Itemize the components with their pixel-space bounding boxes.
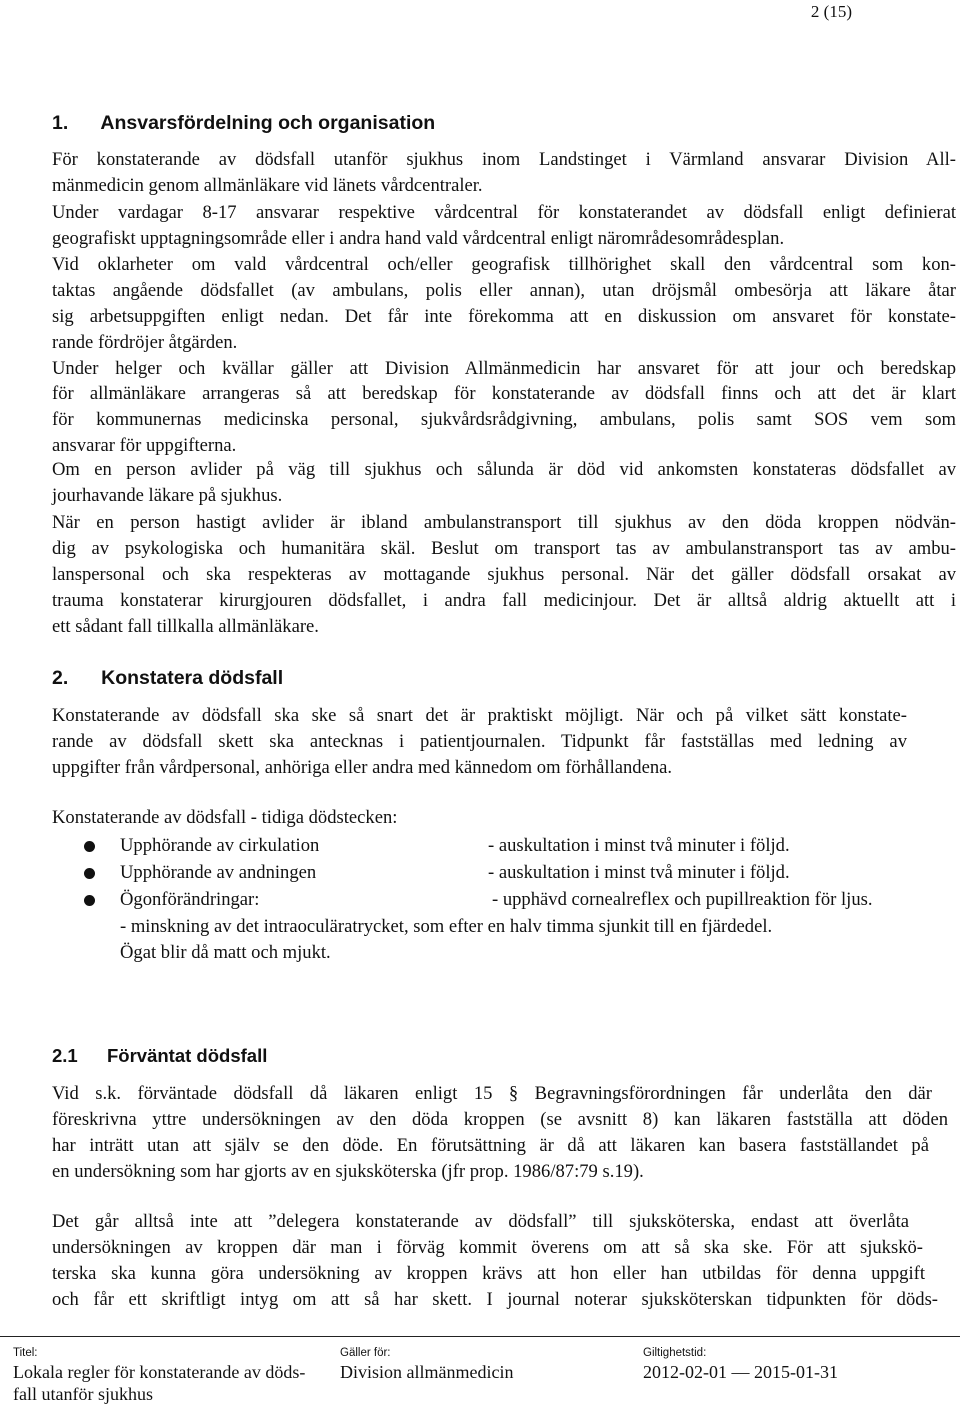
text-line: Vid s.k. förväntade dödsfall då läkaren enligt 15 § Begravningsförordningen får underlåta den där <box>52 1083 932 1104</box>
text-line: Konstaterande av dödsfall ska ske så snart det är praktiskt möjligt. När och på vilket sätt konstate- <box>52 705 907 726</box>
text-line: föreskrivna yttre undersökningen av den döda kroppen (se avsnitt 8) kan läkaren fastställa att döden <box>52 1109 948 1130</box>
footer-applies-value: Division allmänmedicin <box>340 1362 514 1382</box>
footer-divider <box>0 1336 960 1337</box>
text-line: trauma konstaterar kirurgjouren dödsfallet, i andra fall medicinjour. Det är alltså aldrig aktuellt att i <box>52 590 956 611</box>
section-2-title: Konstatera dödsfall <box>101 667 284 689</box>
sign-label: Upphörande av andningen <box>120 862 317 883</box>
text-line: Ögat blir då matt och mjukt. <box>120 942 331 963</box>
text-line: uppgifter från vårdpersonal, anhöriga eller andra med kännedom om förhållandena. <box>52 757 673 778</box>
text-line: taktas angående dödsfallet (av ambulans, polis eller annan), utan dröjsmål ombesörja att läkare åtar <box>52 280 956 301</box>
bullet-icon <box>84 841 95 852</box>
section-1-number: 1. <box>52 112 69 134</box>
sign-label: Upphörande av cirkulation <box>120 835 320 856</box>
text-line: Vid oklarheter om vald vårdcentral och/eller geografisk tillhörighet skall den vårdcentral som kon- <box>52 254 956 275</box>
bullet-icon <box>84 895 95 906</box>
text-line: har inträtt utan att själv se den döde. En förutsättning är då att läkaren kan basera fastställandet på <box>52 1135 929 1156</box>
text-line: När en person hastigt avlider är ibland ambulanstransport till sjukhus av den döda kroppen nödvän- <box>52 512 956 533</box>
text-line: lanspersonal och ska respekteras av mottagande sjukhus personal. När det gäller dödsfall orsakat av <box>52 564 956 585</box>
footer-title-label: Titel: <box>13 1347 38 1359</box>
section-2-1-heading <box>52 1044 267 1068</box>
bullet-icon <box>84 868 95 879</box>
section-1-title: Ansvarsfördelning och organisation <box>100 112 436 134</box>
section-2-1-number: 2.1 <box>52 1045 78 1066</box>
sign-label: Ögonförändringar: <box>120 889 260 910</box>
section-2-1-title: Förväntat dödsfall <box>107 1045 268 1066</box>
section-2-heading <box>52 666 283 690</box>
text-line: jourhavande läkare på sjukhus. <box>52 485 283 506</box>
text-line: ansvarar för uppgifterna. <box>52 435 237 456</box>
text-line: rande fördröjer åtgärden. <box>52 332 238 353</box>
text-line: sig arbetsuppgiften enligt nedan. Det får inte förekomma att en diskussion om ansvaret för konstate- <box>52 306 956 327</box>
text-line: undersökningen av kroppen där man i förväg kommit överens om att så ska ske. För att sjukskö- <box>52 1237 923 1258</box>
text-line: och får ett skriftligt intyg om att så har skett. I journal noterar sjuksköterskan tidpunkten för döds- <box>52 1289 938 1310</box>
footer-applies-label: Gäller för: <box>340 1347 391 1359</box>
text-line: För konstaterande av dödsfall utanför sjukhus inom Landstinget i Värmland ansvarar Division All- <box>52 149 956 170</box>
text-line: rande av dödsfall skett ska antecknas i patientjournalen. Tidpunkt får fastställas med ledning av <box>52 731 907 752</box>
text-line: Det går alltså inte att ”delegera konstaterande av dödsfall” till sjuksköterska, endast att överlåta <box>52 1211 909 1232</box>
section-1-heading <box>52 111 435 135</box>
sign-value: - upphävd cornealreflex och pupillreaktion för ljus. <box>492 889 873 910</box>
text-line: geografiskt upptagningsområde eller i andra hand vald vårdcentral enligt närområdesområdesplan. <box>52 228 785 249</box>
text-line: Under vardagar 8-17 ansvarar respektive vårdcentral för konstaterandet av dödsfall enligt definierat <box>52 202 956 223</box>
text-line: Under helger och kvällar gäller att Division Allmänmedicin har ansvaret för att jour och beredskap <box>52 358 956 379</box>
page-number: 2 (15) <box>810 2 852 21</box>
text-line: för allmänläkare arrangeras så att beredskap för konstaterande av dödsfall finns och att det är klart <box>52 383 956 404</box>
footer-validity-label: Giltighetstid: <box>643 1347 707 1359</box>
section-2-number: 2. <box>52 667 69 689</box>
sign-value: - auskultation i minst två minuter i följd. <box>488 862 790 883</box>
sign-value: - auskultation i minst två minuter i följd. <box>488 835 790 856</box>
footer-title-value: Lokala regler för konstaterande av döds- <box>13 1362 306 1382</box>
text-line: terska ska kunna göra undersökning av kroppen krävs att hon eller han utbildas för denna uppgift <box>52 1263 925 1284</box>
text-line: ett sådant fall tillkalla allmänläkare. <box>52 616 319 637</box>
footer-title-value: fall utanför sjukhus <box>13 1384 153 1404</box>
text-line: Om en person avlider på väg till sjukhus och sålunda är död vid ankomsten konstateras dödsfallet av <box>52 459 956 480</box>
text-line: dig av psykologiska och humanitära skäl. Beslut om transport tas av ambulanstransport tas av ambu- <box>52 538 956 559</box>
text-line: för kommunernas medicinska personal, sjukvårdsrådgivning, ambulans, polis samt SOS vem som <box>52 409 956 430</box>
text-line: - minskning av det intraoculäratrycket, som efter en halv timma sjunkit till en fjärdedel. <box>120 916 773 937</box>
footer-validity-value: 2012-02-01 — 2015-01-31 <box>643 1362 838 1382</box>
signs-heading: Konstaterande av dödsfall - tidiga dödstecken: <box>52 807 398 828</box>
text-line: mänmedicin genom allmänläkare vid länets vårdcentraler. <box>52 175 483 196</box>
text-line: en undersökning som har gjorts av en sjuksköterska (jfr prop. 1986/87:79 s.19). <box>52 1161 644 1182</box>
